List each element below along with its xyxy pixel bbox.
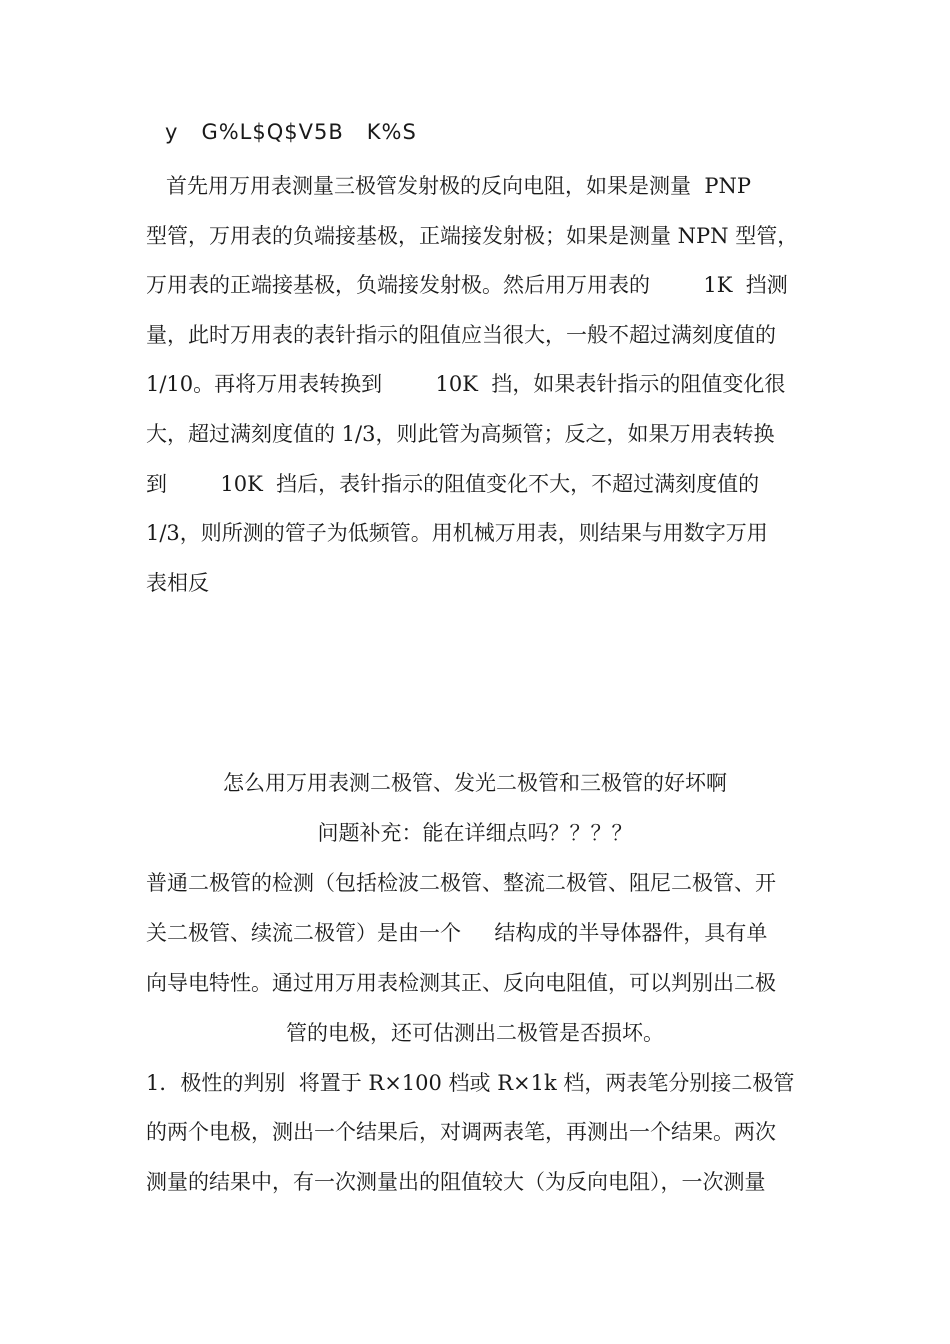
paragraph-line: 型管，万用表的负端接基极，正端接发射极；如果是测量 NPN 型管， [146, 224, 799, 248]
paragraph-line: 首先用万用表测量三极管发射极的反向电阻，如果是测量 PNP [146, 174, 752, 198]
paragraph-line: 1/3，则所测的管子为低频管。用机械万用表，则结果与用数字万用 [146, 521, 768, 545]
paragraph-line: 表相反 [146, 571, 209, 595]
question-supplement: 问题补充：能在详细点吗？？？？ [317, 821, 633, 845]
paragraph-line: 向导电特性。通过用万用表检测其正、反向电阻值，可以判别出二极 [146, 971, 776, 995]
list-item-line: 1．极性的判别 将置于 R×100 档或 R×1k 档，两表笔分别接二极管 [146, 1071, 795, 1095]
garbled-header: y G%L$Q$V5B K%S [165, 120, 417, 144]
paragraph-line: 万用表的正端接基极，负端接发射极。然后用万用表的 1K 挡测 [146, 273, 788, 297]
paragraph-line-centered: 管的电极，还可估测出二极管是否损坏。 [286, 1021, 664, 1045]
list-item-line: 的两个电极，测出一个结果后，对调两表笔，再测出一个结果。两次 [146, 1120, 776, 1144]
question-title: 怎么用万用表测二极管、发光二极管和三极管的好坏啊 [223, 771, 727, 795]
paragraph-line: 量，此时万用表的表针指示的阻值应当很大，一般不超过满刻度值的 [146, 323, 776, 347]
paragraph-line: 关二极管、续流二极管）是由一个 结构成的半导体器件，具有单 [146, 921, 768, 945]
list-item-line: 测量的结果中，有一次测量出的阻值较大（为反向电阻），一次测量 [146, 1170, 766, 1194]
paragraph-line: 普通二极管的检测（包括检波二极管、整流二极管、阻尼二极管、开 [146, 871, 776, 895]
paragraph-line: 大，超过满刻度值的 1/3，则此管为高频管；反之，如果万用表转换 [146, 422, 775, 446]
paragraph-line: 1/10。再将万用表转换到 10K 挡，如果表针指示的阻值变化很 [146, 372, 786, 396]
paragraph-line: 到 10K 挡后，表针指示的阻值变化不大，不超过满刻度值的 [146, 472, 760, 496]
